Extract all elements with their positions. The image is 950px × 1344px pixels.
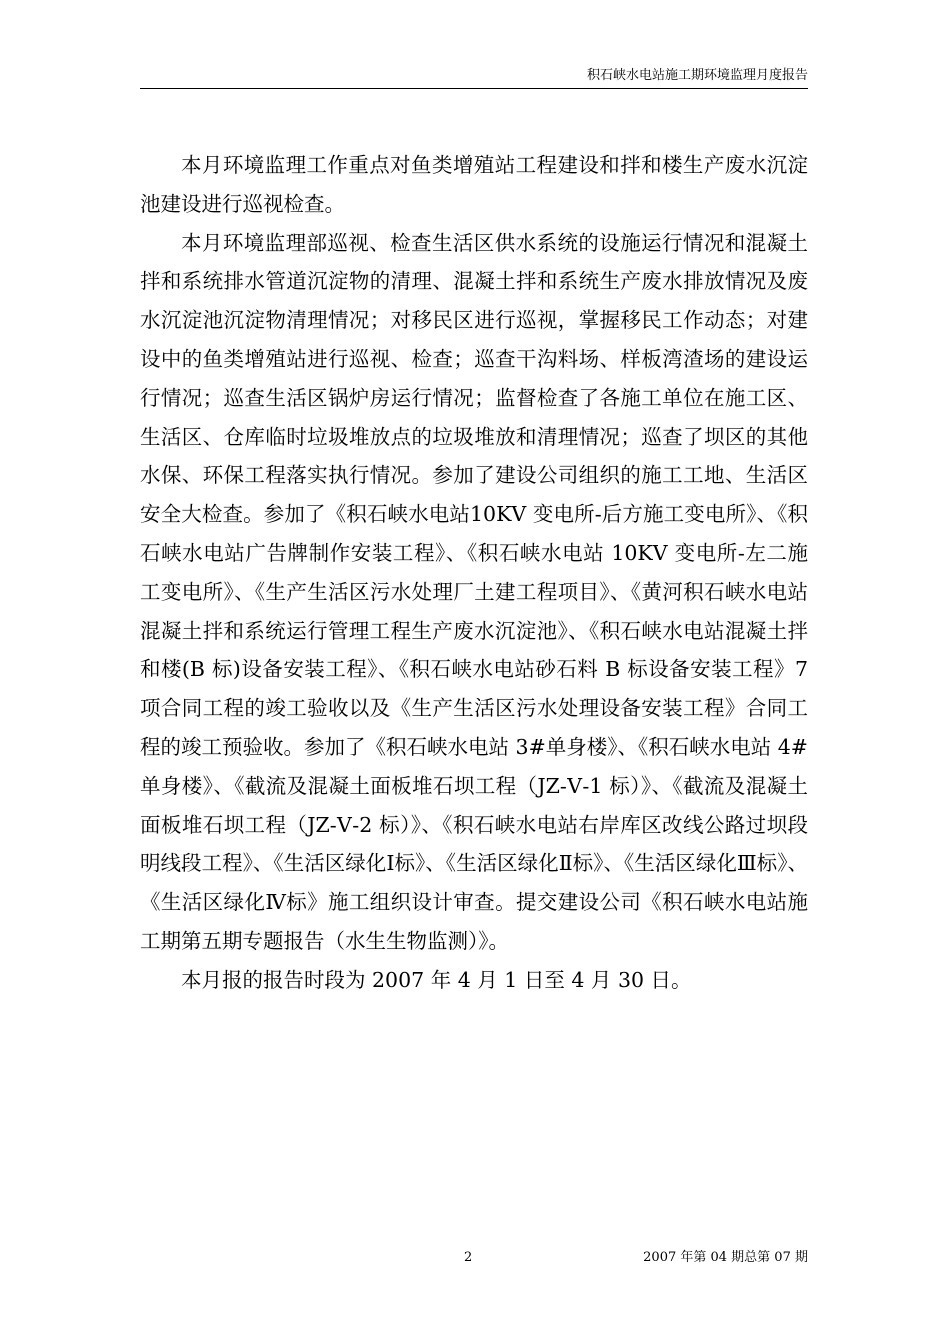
paragraph-focus: 本月环境监理工作重点对鱼类增殖站工程建设和拌和楼生产废水沉淀池建设进行巡视检查。 bbox=[140, 153, 808, 216]
paragraph-period: 本月报的报告时段为 2007 年 4 月 1 日至 4 月 30 日。 bbox=[181, 967, 692, 992]
page-header bbox=[140, 62, 808, 89]
header-title: 积石峡水电站施工期环境监理月度报告 bbox=[586, 68, 808, 83]
report-body bbox=[140, 146, 808, 1000]
paragraph-activities: 本月环境监理部巡视、检查生活区供水系统的设施运行情况和混凝土拌和系统排水管道沉淀物的清理、混凝土拌和系统生产废水排放情况及废水沉淀池沉淀物清理情况；对移民区进行巡视，掌握移民工作动态；对建设中的鱼类增殖站进行巡视、检查；巡查干沟料场、样板湾渣场的建设运行情况；巡查生活区锅炉房运行情况；监督检查了各施工单位在施工区、生活区、仓库临时垃圾堆放点的垃圾堆放和清理情况；巡查了坝区的其他水保、环保工程落实执行情况。参加了建设公司组织的施工工地、生活区安全大检查。参加了《积石峡水电站10KV 变电所-后方施工变电所》、《积石峡水电站广告牌制作安装工程》、《积石峡水电站 10KV 变电所-左二施工变电所》、《生产生活区污水处理厂土建工程项目》、《黄河积石峡水电站混凝土拌和系统运行管理工程生产废水沉淀池》、《积石峡水电站混凝土拌和楼(B 标)设备安装工程》、《积石峡水电站砂石料 B 标设备安装工程》7 项合同工程的竣工验收以及《生产生活区污水处理设备安装工程》合同工程的竣工预验收。参加了《积石峡水电站 3#单身楼》、《积石峡水电站 4#单身楼》、《截流及混凝土面板堆石坝工程（JZ-Ⅴ-1 标）》、《截流及混凝土面板堆石坝工程（JZ-Ⅴ-2 标）》、《积石峡水电站右岸库区改线公路过坝段明线段工程》、《生活区绿化Ⅰ标》、《生活区绿化Ⅱ标》、《生活区绿化Ⅲ标》、《生活区绿化Ⅳ标》施工组织设计审查。提交建设公司《积石峡水电站施工期第五期专题报告（水生生物监测）》。 bbox=[140, 230, 808, 953]
issue-info: 2007 年第 04 期总第 07 期 bbox=[643, 1250, 808, 1265]
page-number: 2 bbox=[464, 1250, 473, 1265]
